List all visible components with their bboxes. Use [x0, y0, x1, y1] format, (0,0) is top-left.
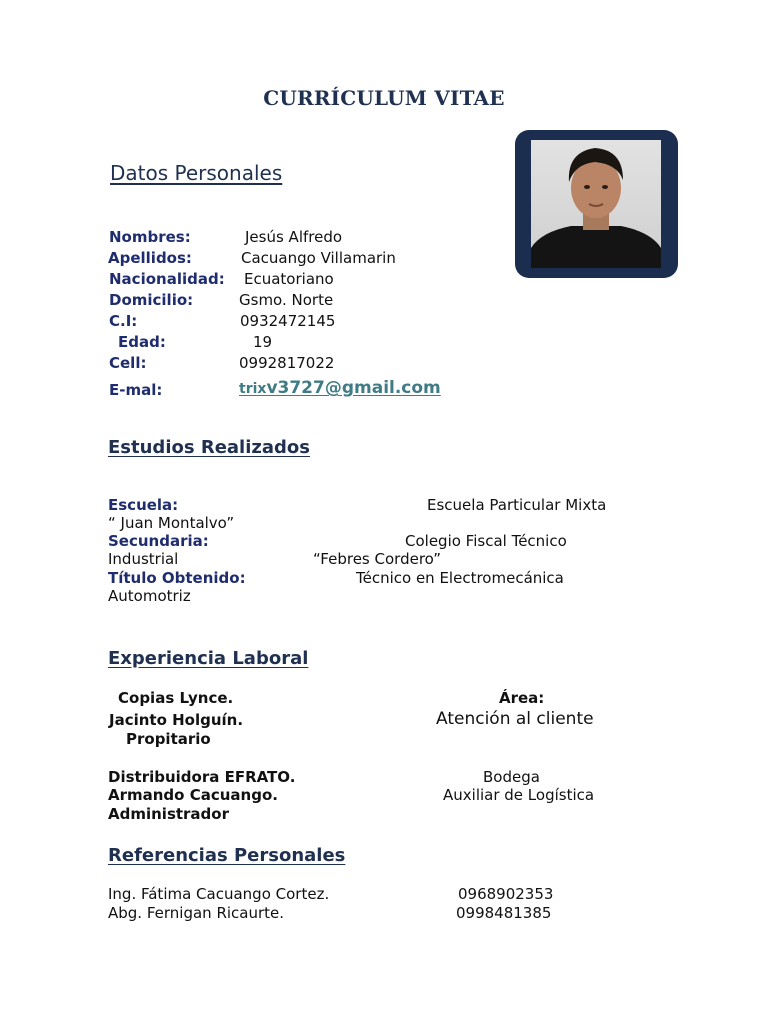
degree-value-cont: Automotriz [108, 587, 191, 605]
job1-company: Copias Lynce. [118, 689, 234, 707]
address-value: Gsmo. Norte [239, 291, 334, 309]
job1-person: Jacinto Holguín. [109, 711, 244, 729]
nationality-value: Ecuatoriano [244, 270, 334, 288]
email-link[interactable] [239, 378, 441, 398]
email-label: E-mal: [109, 381, 163, 399]
age-label: Edad: [118, 333, 166, 351]
email-prefix: trix [239, 381, 267, 397]
school-value-cont: “ Juan Montalvo” [108, 514, 235, 532]
job2-area: Bodega [483, 768, 540, 786]
school-label: Escuela: [108, 496, 179, 514]
secondary-value: Colegio Fiscal Técnico [405, 532, 567, 550]
name-value: Jesús Alfredo [245, 228, 343, 246]
nationality-label: Nacionalidad: [109, 270, 225, 288]
area-label: Área: [499, 689, 545, 707]
address-label: Domicilio: [109, 291, 194, 309]
id-value: 0932472145 [240, 312, 336, 330]
degree-value: Técnico en Electromecánica [356, 569, 564, 587]
school-value: Escuela Particular Mixta [427, 496, 607, 514]
surname-value: Cacuango Villamarin [241, 249, 396, 267]
job1-area: Atención al cliente [436, 709, 594, 729]
secondary-school-name: “Febres Cordero” [313, 550, 442, 568]
cell-value: 0992817022 [239, 354, 335, 372]
studies-heading: Estudios Realizados [108, 437, 310, 458]
age-value: 19 [253, 333, 273, 351]
id-label: C.I: [109, 312, 138, 330]
job2-role: Administrador [108, 805, 229, 823]
job2-person: Armando Cacuango. [108, 786, 278, 804]
job1-role: Propitario [126, 730, 211, 748]
job2-company: Distribuidora EFRATO. [108, 768, 296, 786]
surname-label: Apellidos: [108, 249, 192, 267]
reference-phone: 0968902353 [458, 885, 554, 903]
reference-name: Abg. Fernigan Ricaurte. [108, 904, 285, 922]
secondary-value-cont: Industrial [108, 550, 179, 568]
profile-photo-frame [515, 130, 678, 278]
email-rest: v3727@gmail.com [266, 378, 441, 398]
secondary-label: Secundaria: [108, 532, 209, 550]
job2-position: Auxiliar de Logística [443, 786, 595, 804]
experience-heading: Experiencia Laboral [108, 648, 309, 669]
profile-photo [531, 140, 661, 268]
personal-data-heading: Datos Personales [110, 161, 283, 185]
degree-label: Título Obtenido: [108, 569, 246, 587]
references-heading: Referencias Personales [108, 845, 346, 866]
document-title: CURRÍCULUM VITAE [263, 86, 505, 110]
name-label: Nombres: [109, 228, 191, 246]
cell-label: Cell: [109, 354, 147, 372]
reference-phone: 0998481385 [456, 904, 552, 922]
reference-name: Ing. Fátima Cacuango Cortez. [108, 885, 330, 903]
